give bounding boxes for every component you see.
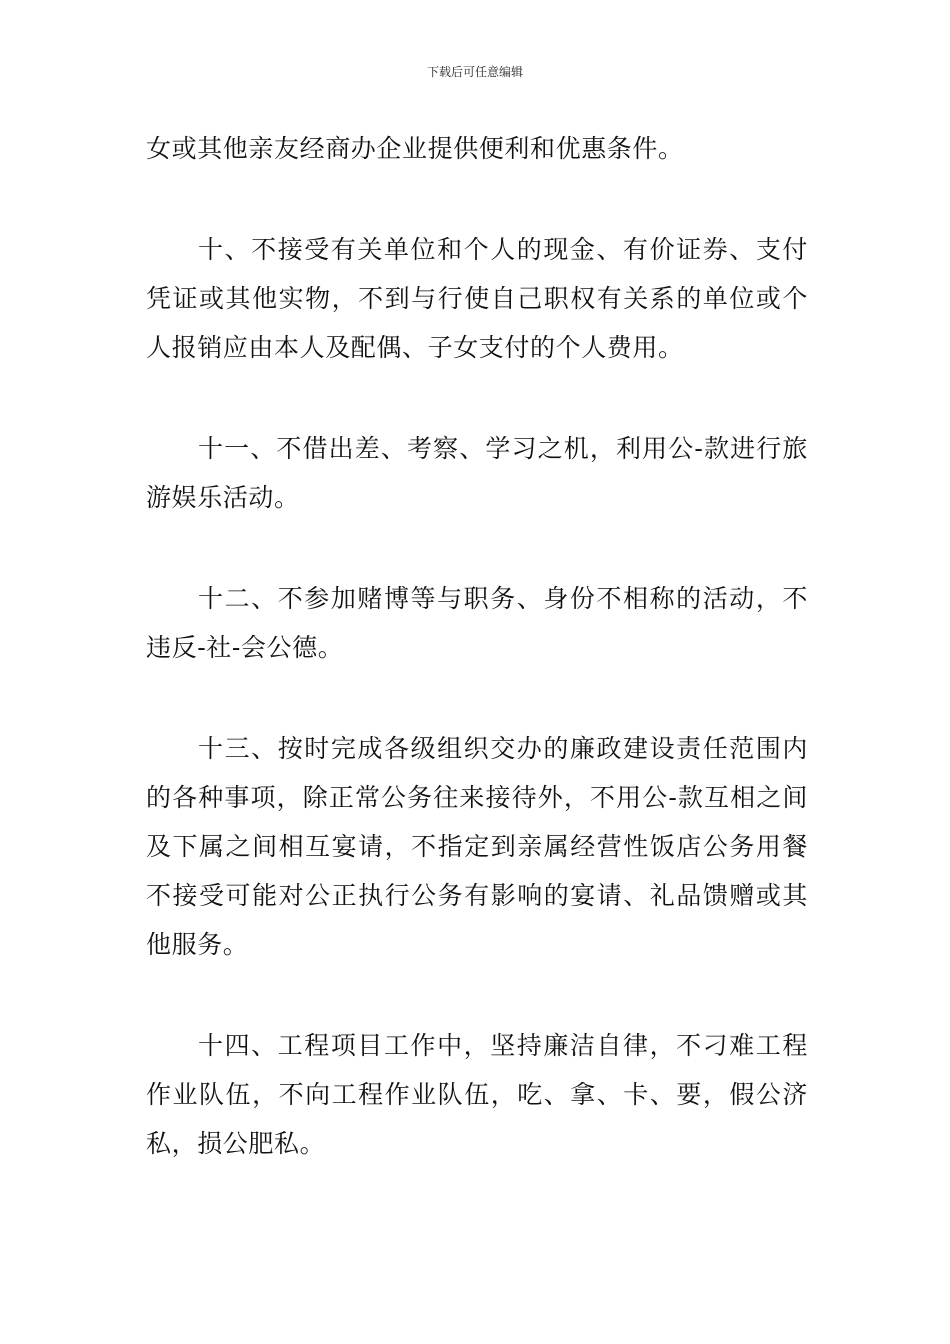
paragraph-item-12: 十二、不参加赌博等与职务、身份不相称的活动，不违反-社-会公德。 xyxy=(146,584,808,662)
paragraph-item-13: 十三、按时完成各级组织交办的廉政建设责任范围内的各种事项，除正常公务往来接待外，不用公-款互相之间及下属之间相互宴请，不指定到亲属经营性饭店公务用餐不接受可能对公正执行公务有影响的宴请、礼品馈赠或其他服务。 xyxy=(146,734,808,959)
paragraph-item-11: 十一、不借出差、考察、学习之机，利用公-款进行旅游娱乐活动。 xyxy=(146,434,808,512)
document-body xyxy=(146,124,808,1220)
paragraph-item-10: 十、不接受有关单位和个人的现金、有价证券、支付凭证或其他实物，不到与行使自己职权有关系的单位或个人报销应由本人及配偶、子女支付的个人费用。 xyxy=(146,235,808,362)
paragraph-item-14: 十四、工程项目工作中，坚持廉洁自律，不刁难工程作业队伍，不向工程作业队伍，吃、拿、卡、要，假公济私，损公肥私。 xyxy=(146,1031,808,1158)
paragraph-continuation: 女或其他亲友经商办企业提供便利和优惠条件。 xyxy=(146,134,684,163)
page-header: 下载后可任意编辑 xyxy=(426,65,523,79)
